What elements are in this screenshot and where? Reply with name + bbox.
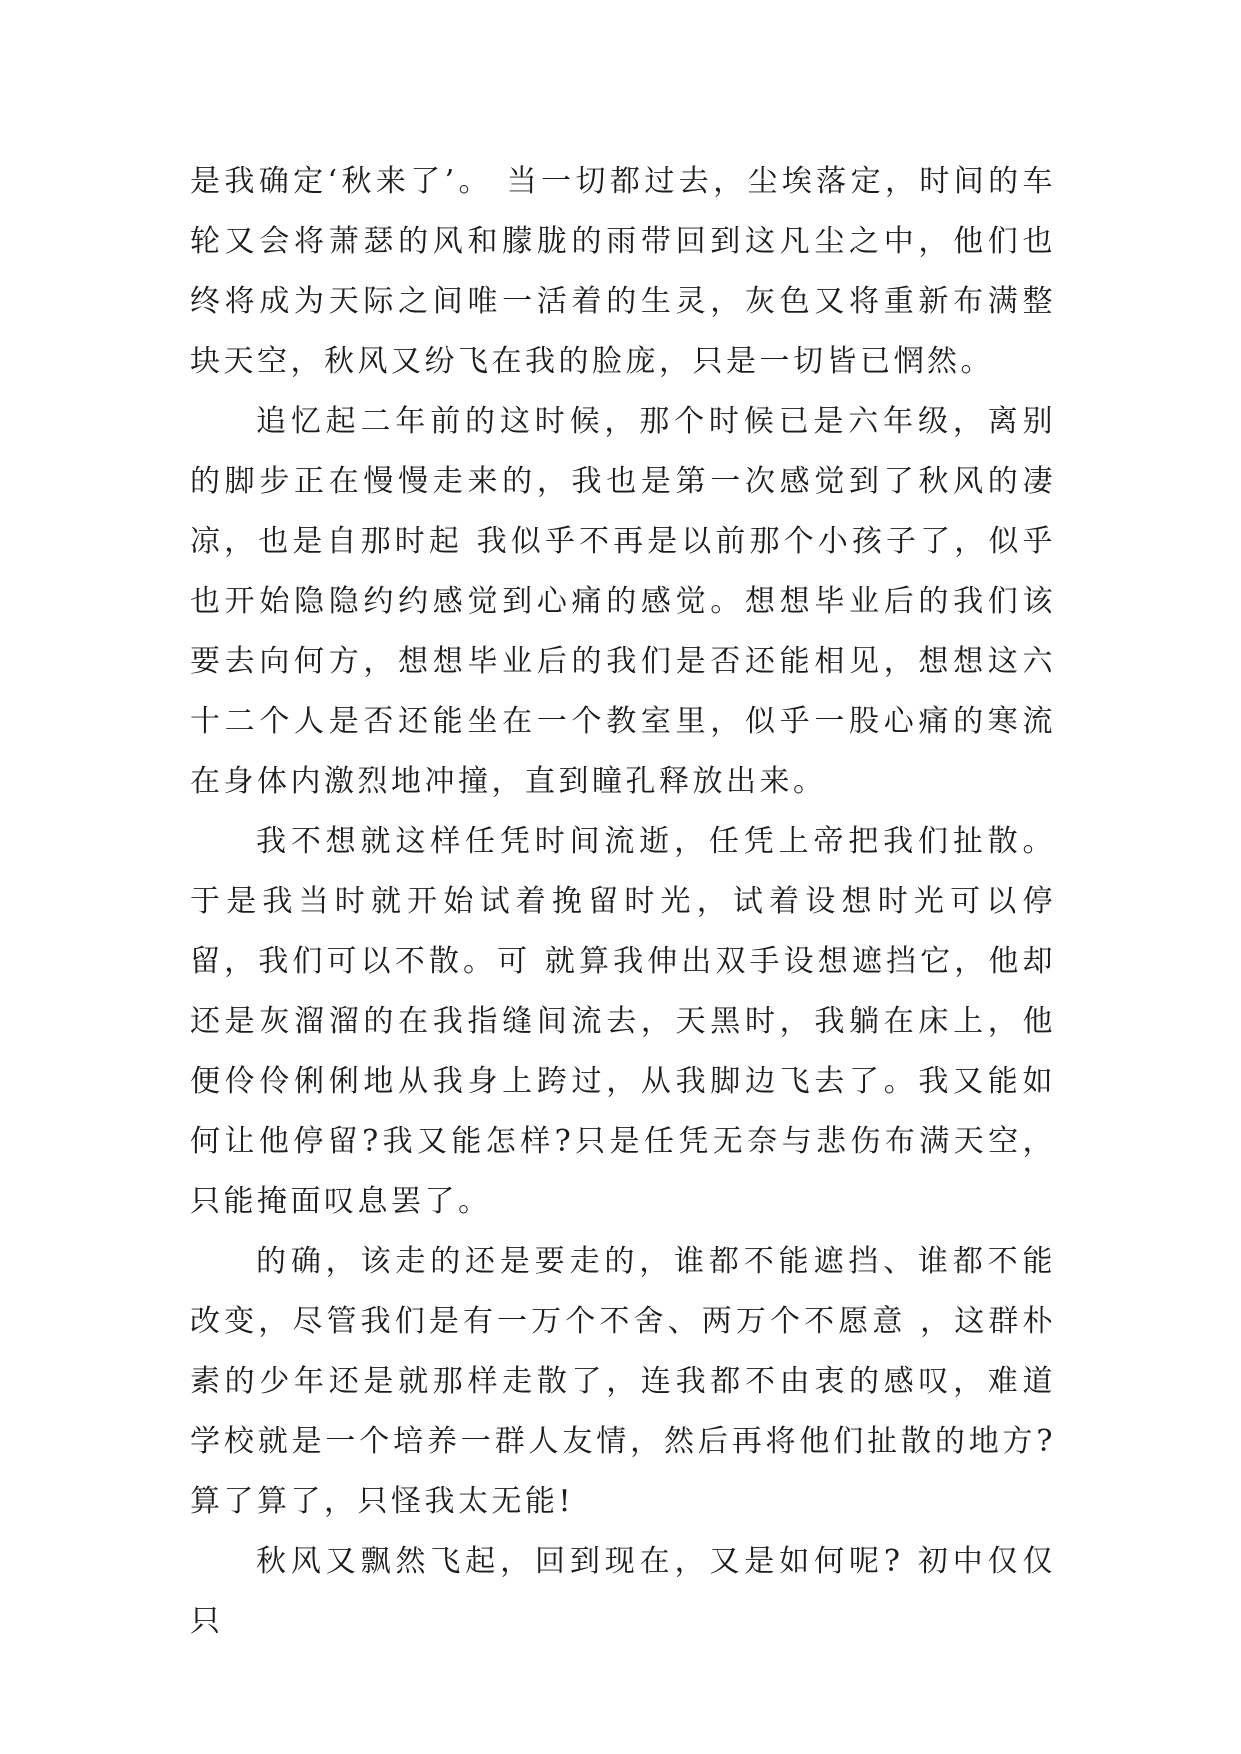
paragraph-4: 的确，该走的还是要走的，谁都不能遮挡、谁都不能改变，尽管我们是有一万个不舍、两万个不愿意 ，这群朴素的少年还是就那样走散了，连我都不由衷的感叹，难道学校就是一个培养一群人友情，然后再将他们扯散的地方?算了算了，只怪我太无能! [190,1244,1056,1519]
body-text [190,152,1056,1652]
paragraph-1: 是我确定‘秋来了’。 当一切都过去，尘埃落定，时间的车轮又会将萧瑟的风和朦胧的雨带回到这凡尘之中，他们也终将成为天际之间唯一活着的生灵，灰色又将重新布满整块天空，秋风又纷飞在我的脸庞，只是一切皆已惘然。 [190,164,1056,379]
paragraph-5: 秋风又飘然飞起，回到现在，又是如何呢? 初中仅仅只 [190,1544,1056,1639]
paragraph-3: 我不想就这样任凭时间流逝，任凭上帝把我们扯散。于是我当时就开始试着挽留时光，试着设想时光可以停留，我们可以不散。可 就算我伸出双手设想遮挡它，他却还是灰溜溜的在我指缝间流去，天黑时，我躺在床上，他便伶伶俐俐地从我身上跨过，从我脚边飞去了。我又能如何让他停留?我又能怎样?只是任凭无奈与悲伤布满天空，只能掩面叹息罢了。 [190,824,1056,1219]
paragraph-2: 追忆起二年前的这时候，那个时候已是六年级，离别的脚步正在慢慢走来的，我也是第一次感觉到了秋风的凄凉，也是自那时起 我似乎不再是以前那个小孩子了，似乎也开始隐隐约约感觉到心痛的感觉。想想毕业后的我们该要去向何方，想想毕业后的我们是否还能相见，想想这六十二个人是否还能坐在一个教室里，似乎一股心痛的寒流在身体内激烈地冲撞，直到瞳孔释放出来。 [190,404,1056,799]
